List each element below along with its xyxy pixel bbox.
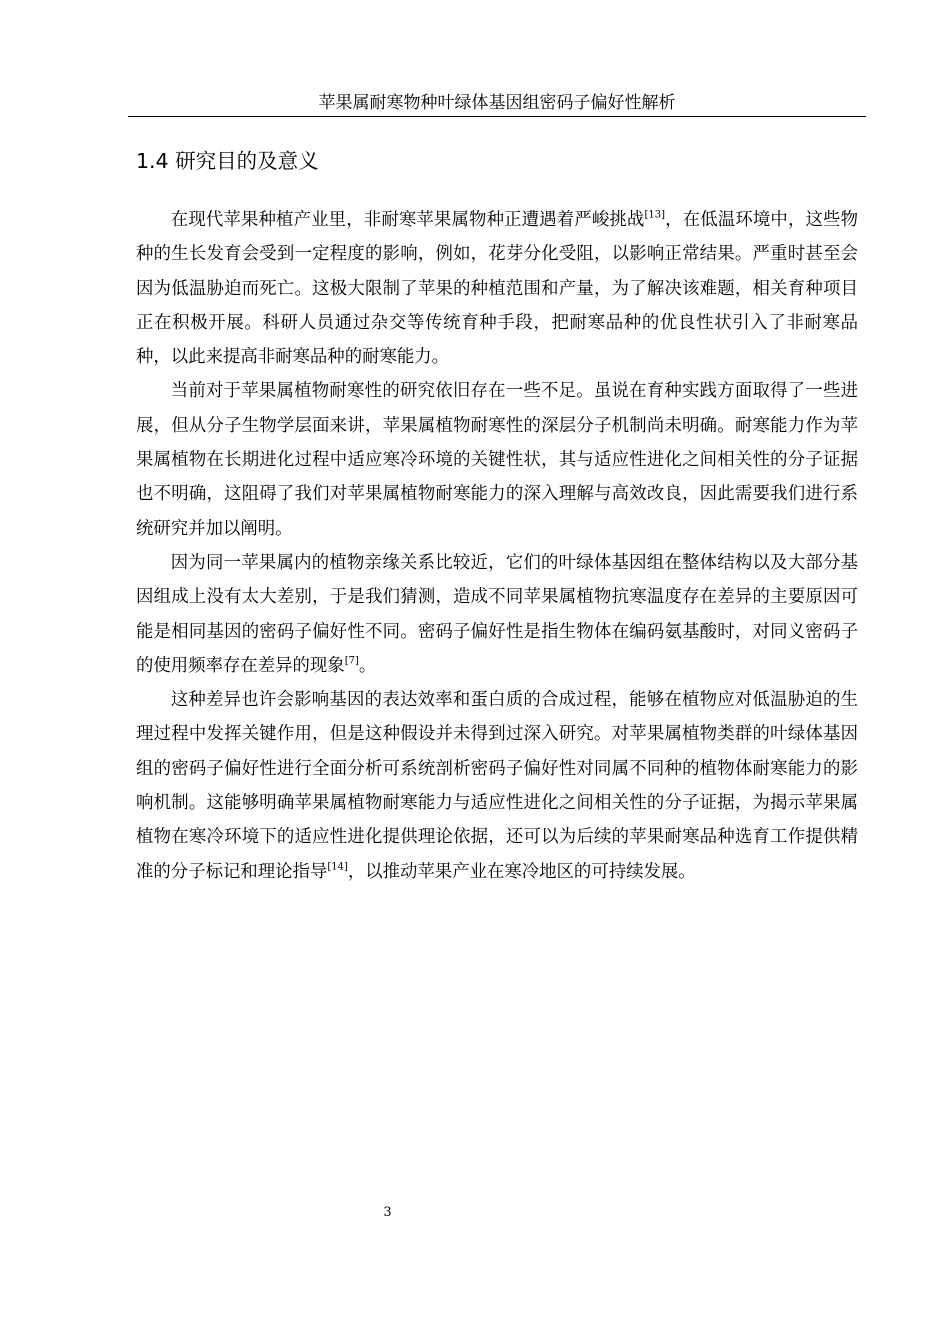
paragraph-3-text: 因为同一苹果属内的植物亲缘关系比较近，它们的叶绿体基因组在整体结构以及大部分基因组成上没有太大差别，于是我们猜测，造成不同苹果属植物抗寒温度存在差异的主要原因可能是相同基因的密码子偏好性不同。密码子偏好性是指生物体在编码氨基酸时，对同义密码子的使用频率存在差异的现象	[136, 552, 858, 676]
citation-7: [7]	[344, 655, 359, 667]
paragraph-2	[136, 374, 858, 545]
page-header	[128, 92, 866, 117]
paragraph-1-text-continued: ，在低温环境中，这些物种的生长发育会受到一定程度的影响，例如，花芽分化受阻，以影响正常结果。严重时甚至会因为低温胁迫而死亡。这极大限制了苹果的种植范围和产量，为了解决该难题，相关育种项目正在积极开展。科研人员通过杂交等传统育种手段，把耐寒品种的优良性状引入了非耐寒品种，以此来提高非耐寒品种的耐寒能力。	[136, 210, 858, 368]
paragraph-4	[136, 683, 858, 889]
body-text	[136, 203, 858, 889]
page-number: 3	[383, 1205, 392, 1220]
citation-14: [14]	[327, 861, 348, 873]
paragraph-4-text-continued: ，以推动苹果产业在寒冷地区的可持续发展。	[347, 861, 696, 882]
paragraph-3-text-continued: 。	[358, 655, 377, 676]
paragraph-2-text: 当前对于苹果属植物耐寒性的研究依旧存在一些不足。虽说在育种实践方面取得了一些进展，但从分子生物学层面来讲，苹果属植物耐寒性的深层分子机制尚未明确。耐寒能力作为苹果属植物在长期进化过程中适应寒冷环境的关键性状，其与适应性进化之间相关性的分子证据也不明确，这阻碍了我们对苹果属植物耐寒能力的深入理解与高效改良，因此需要我们进行系统研究并加以阐明。	[136, 381, 858, 539]
paragraph-1	[136, 203, 858, 374]
paragraph-4-text: 这种差异也许会影响基因的表达效率和蛋白质的合成过程，能够在植物应对低温胁迫的生理过程中发挥关键作用，但是这种假设并未得到过深入研究。对苹果属植物类群的叶绿体基因组的密码子偏好性进行全面分析可系统剖析密码子偏好性对同属不同种的植物体耐寒能力的影响机制。这能够明确苹果属植物耐寒能力与适应性进化之间相关性的分子证据，为揭示苹果属植物在寒冷环境下的适应性进化提供理论依据，还可以为后续的苹果耐寒品种选育工作提供精准的分子标记和理论指导	[136, 690, 858, 882]
citation-13: [13]	[644, 209, 665, 221]
section-title: 1.4 研究目的及意义	[136, 149, 319, 173]
paragraph-3	[136, 546, 858, 683]
paragraph-1-text: 在现代苹果种植产业里，非耐寒苹果属物种正遭遇着严峻挑战	[170, 210, 645, 230]
header-title: 苹果属耐寒物种叶绿体基因组密码子偏好性解析	[318, 93, 676, 113]
